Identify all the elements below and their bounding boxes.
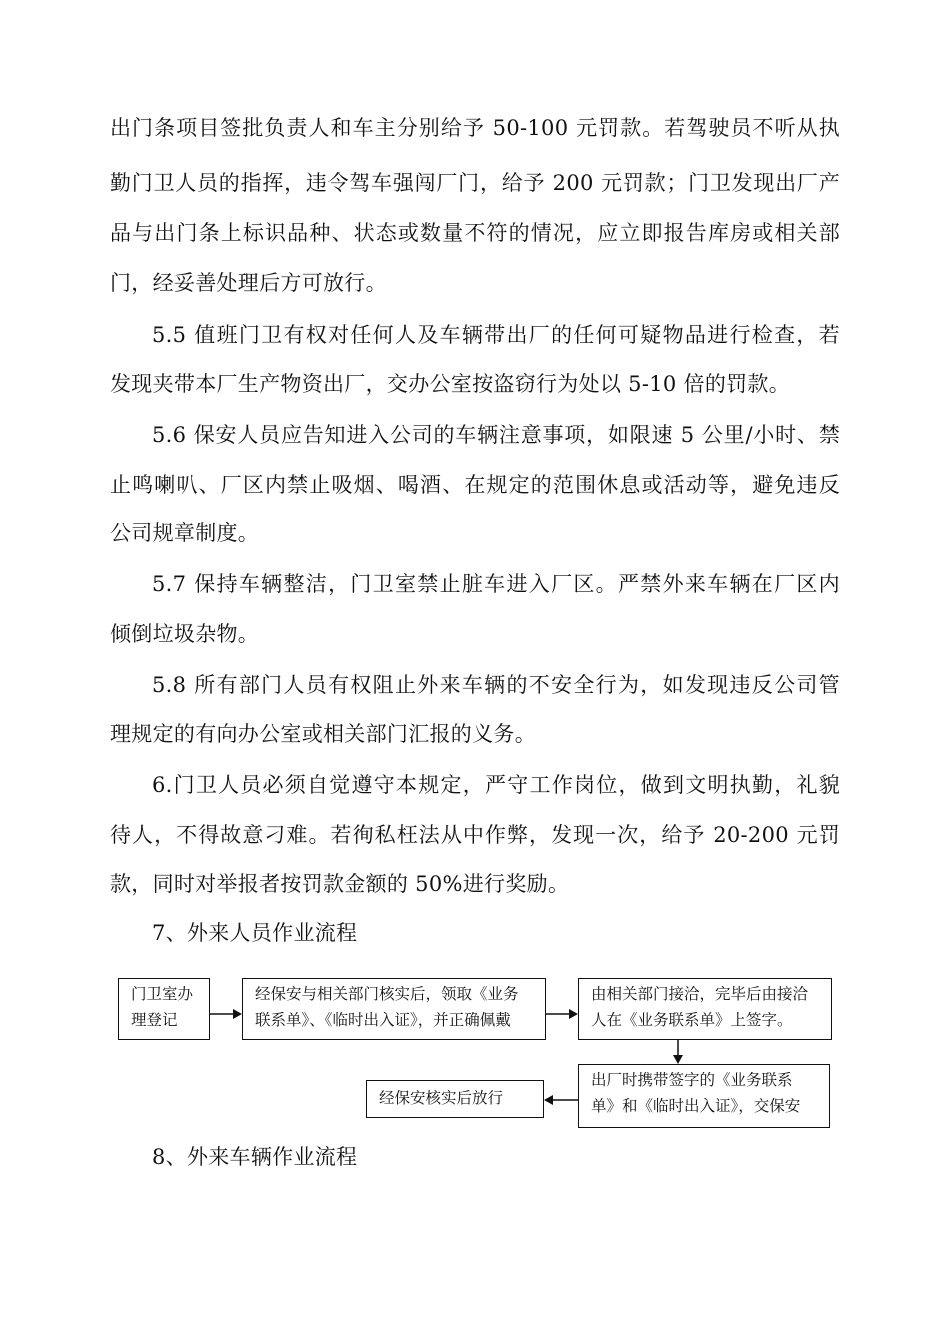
- paragraph-5-6-line: 5.6 保安人员应告知进入公司的车辆注意事项，如限速 5 公里/小时、禁: [152, 423, 840, 447]
- paragraph-5-5-line: 发现夹带本厂生产物资出厂，交办公室按盗窃行为处以 5-10 倍的罚款。: [110, 372, 791, 396]
- paragraph-5-6-line: 止鸣喇叭、厂区内禁止吸烟、喝酒、在规定的范围休息或活动等，避免违反: [110, 473, 840, 497]
- paragraph-5-5-line: 5.5 值班门卫有权对任何人及车辆带出厂的任何可疑物品进行检查，若: [152, 323, 840, 347]
- paragraph-5-6-line: 公司规章制度。: [110, 521, 260, 545]
- arrow-head: [673, 1055, 683, 1064]
- paragraph-line: 门，经妥善处理后方可放行。: [110, 271, 387, 295]
- flow-box-text: 单》和《临时出入证》，交保安: [591, 1097, 801, 1115]
- paragraph-line: 品与出门条上标识品种、状态或数量不符的情况，应立即报告库房或相关部: [110, 221, 840, 245]
- paragraph-5-7-line: 5.7 保持车辆整洁，门卫室禁止脏车进入厂区。严禁外来车辆在厂区内: [152, 572, 840, 596]
- arrow-head: [233, 1009, 242, 1019]
- flow-box-text: 经保安与相关部门核实后，领取《业务: [255, 985, 519, 1003]
- paragraph-5-7-line: 倾倒垃圾杂物。: [110, 622, 260, 646]
- flow-box-text: 联系单》、《临时出入证》，并正确佩戴: [255, 1011, 511, 1029]
- paragraph-6-line: 待人，不得故意刁难。若徇私枉法从中作弊，发现一次，给予 20-200 元罚: [110, 823, 840, 847]
- section-heading-7: 7、外来人员作业流程: [152, 921, 358, 945]
- flow-box-text: 人在《业务联系单》上签字。: [591, 1011, 793, 1029]
- paragraph-line: 勤门卫人员的指挥，违令驾车强闯厂门，给予 200 元罚款；门卫发现出厂产: [110, 171, 840, 195]
- flow-box-text: 出厂时携带签字的《业务联系: [591, 1071, 793, 1089]
- flow-box-text: 理登记: [131, 1011, 178, 1029]
- arrow-head: [569, 1009, 578, 1019]
- paragraph-5-8-line: 理规定的有向办公室或相关部门汇报的义务。: [110, 722, 536, 746]
- paragraph-5-8-line: 5.8 所有部门人员有权阻止外来车辆的不安全行为，如发现违反公司管: [152, 673, 840, 697]
- arrow-head: [544, 1095, 553, 1105]
- flow-box-text: 经保安核实后放行: [379, 1089, 504, 1107]
- paragraph-line: 出门条项目签批负责人和车主分别给予 50-100 元罚款。若驾驶员不听从执: [110, 116, 840, 140]
- section-heading-8: 8、外来车辆作业流程: [152, 1145, 358, 1169]
- paragraph-6-line: 款，同时对举报者按罚款金额的 50%进行奖励。: [110, 872, 570, 896]
- flow-box-text: 门卫室办: [131, 985, 194, 1003]
- flow-box-text: 由相关部门接洽，完毕后由接洽: [591, 985, 809, 1003]
- paragraph-6-line: 6.门卫人员必须自觉遵守本规定，严守工作岗位，做到文明执勤，礼貌: [152, 773, 840, 797]
